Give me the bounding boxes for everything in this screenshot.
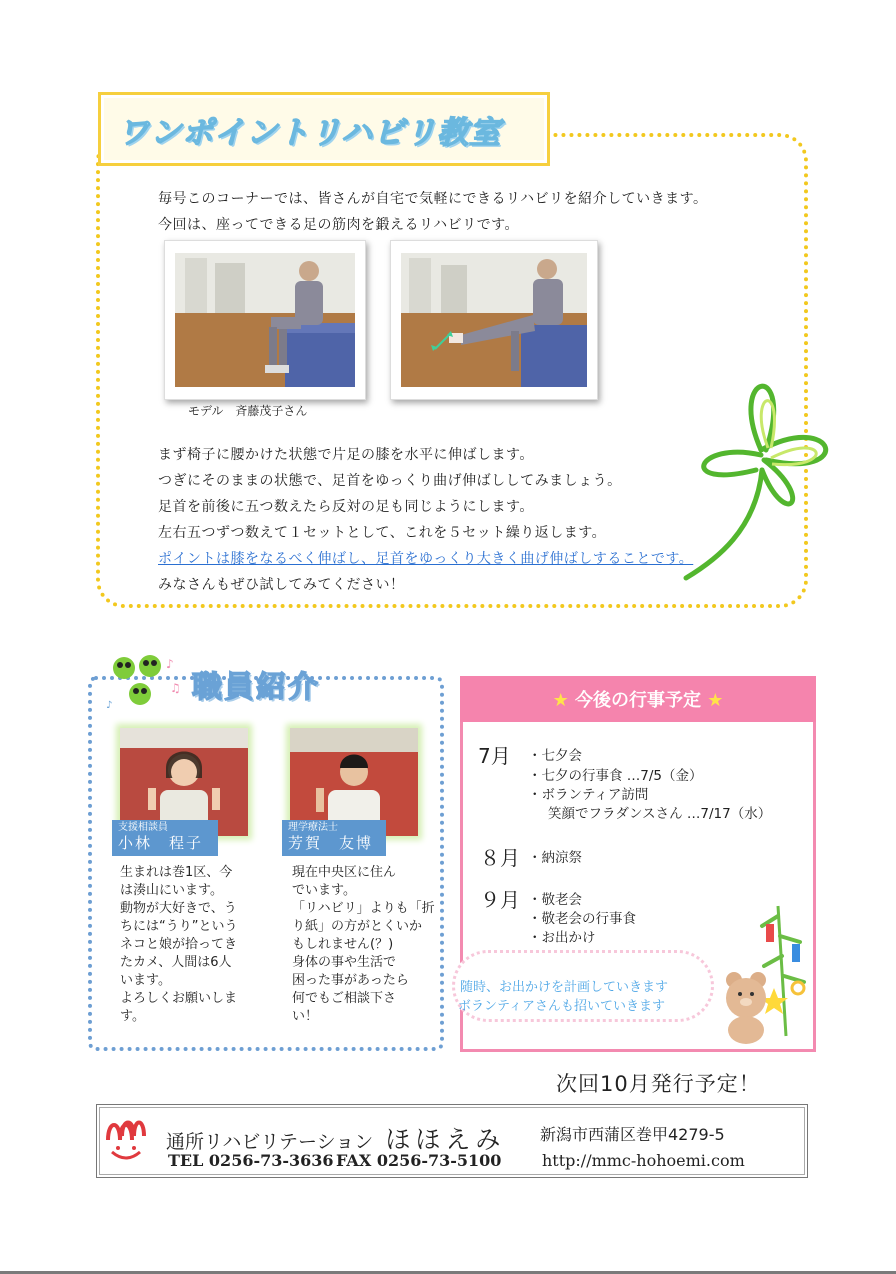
rehab-body-2: つぎにそのままの状態で、足首をゆっくり曲げ伸ばししてみましょう。 (158, 473, 622, 489)
staff-role: 理学療法士 (288, 822, 338, 833)
note-line-2: ボランティアさんも招いていきます (458, 999, 665, 1014)
clover-icon (676, 360, 846, 590)
staff-bio-haga: 現在中央区に住ん でいます。 「リハビリ」よりも「折 り紙」の方がとくいか もしれません(？) 身体の事や生活で 困った事があったら 何でもご相談下さ い！ (292, 865, 435, 1024)
event-item: ・七夕の行事食 …7/5（金） (528, 768, 703, 784)
rehab-body-1: まず椅子に腰かけた状態で片足の膝を水平に伸ばします。 (158, 447, 534, 463)
staff-bio-kobayashi: 生まれは巻1区、今 は湊山にいます。 動物が大好きで、う ちには“うり”という ネコと娘が拾ってき たカメ、人間は6人 います。 よろしくお願いしま す。 (120, 865, 238, 1024)
note-line-1: 随時、お出かけを計画していきます (460, 980, 669, 995)
event-month-jul: 7月 (478, 744, 511, 768)
staff-role: 支援相談員 (118, 822, 168, 833)
photo-caption: モデル 斉藤茂子さん (188, 404, 308, 418)
staff-title: 職員紹介 (192, 670, 320, 705)
website-link[interactable]: http://mmc-hohoemi.com (542, 1151, 745, 1170)
rehab-closing: みなさんもぜひ試してみてください！ (158, 577, 405, 593)
rehab-intro-1: 毎号このコーナーでは、皆さんが自宅で気軽にできるリハビリを紹介していきます。 (158, 191, 708, 207)
rehab-body-4: 左右五つずつ数えて１セットとして、これを５セット繰り返します。 (158, 525, 607, 541)
rehab-body-3: 足首を前後に五つ数えたら反対の足も同じようにします。 (158, 499, 534, 515)
staff-nametag-kobayashi (112, 820, 218, 856)
event-item: ・ボランティア訪問 (528, 787, 649, 803)
event-item: ・七夕会 (528, 748, 582, 764)
svg-text:♪: ♪ (106, 700, 113, 711)
events-title: ★ 今後の行事予定 ★ (552, 690, 724, 711)
event-item: 笑顔でフラダンスさん …7/17（水） (548, 806, 772, 822)
facility-name: ほほえみ (385, 1125, 506, 1154)
event-month-sep: ９月 (480, 888, 520, 912)
rehab-intro-2: 今回は、座ってできる足の筋肉を鍛えるリハビリです。 (158, 217, 519, 233)
fax: FAX 0256-73-5100 (336, 1151, 502, 1170)
star-icon: ★ (707, 690, 724, 711)
hohoemi-logo-icon (104, 1110, 148, 1166)
next-issue: 次回10月発行予定！ (556, 1072, 761, 1096)
event-item: ・敬老会 (528, 892, 582, 908)
event-item: ・敬老会の行事食 (528, 911, 636, 927)
tel: TEL 0256-73-3636 (168, 1151, 334, 1170)
rehab-title: ワンポイントリハビリ教室 (118, 115, 502, 151)
event-item: ・納涼祭 (528, 850, 582, 866)
staff-name: 芳賀 友博 (288, 834, 374, 852)
star-icon: ★ (552, 690, 569, 711)
photo-leg-extended (390, 240, 598, 400)
frog-icon (100, 648, 186, 716)
bear-tanabata-icon (712, 896, 812, 1046)
rehab-point: ポイントは膝をなるべく伸ばし、足首をゆっくり大きく曲げ伸ばしすることです。 (158, 551, 694, 567)
svg-text:♪: ♪ (166, 657, 174, 671)
facility-label: 通所リハビリテーション ほほえみ (166, 1125, 506, 1154)
svg-text:♫: ♫ (170, 681, 181, 695)
staff-name: 小林 程子 (118, 834, 204, 852)
address: 新潟市西蒲区巻甲4279-5 (540, 1125, 725, 1144)
event-month-aug: ８月 (480, 846, 520, 870)
photo-seated (164, 240, 366, 400)
event-item: ・お出かけ (528, 930, 596, 946)
staff-nametag-haga (282, 820, 386, 856)
